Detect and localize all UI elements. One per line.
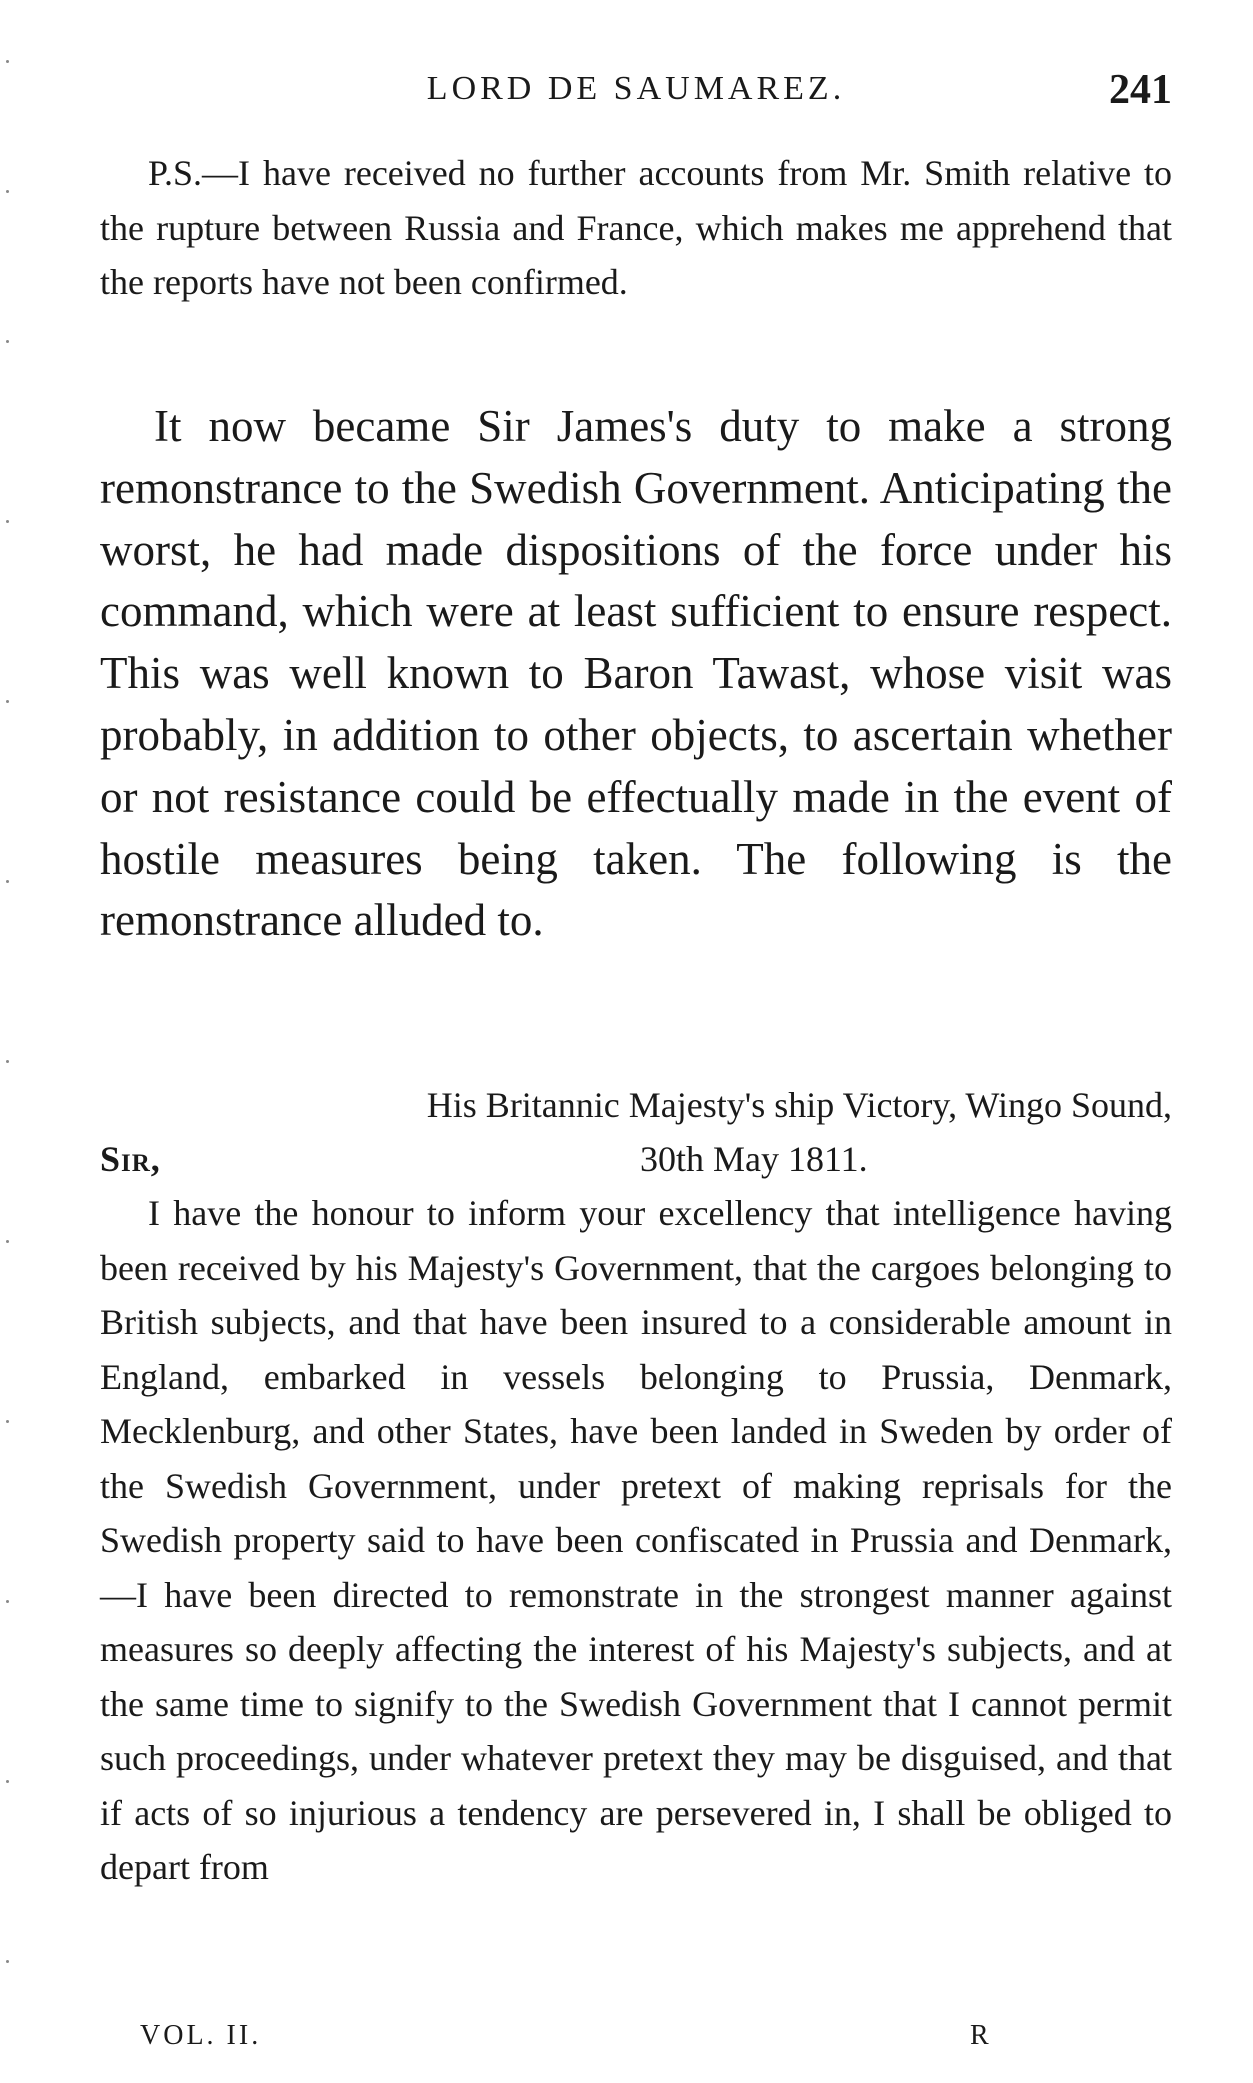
narrative-paragraph: It now became Sir James's duty to make a strong remonstrance to the Swedish Government. Anticipating the worst, he had made dispositions of the force under his command, which were at least sufficient to ensure respect. This was well known to Baron Tawast, whose visit was probably, in addition to other objects, to ascertain whether or not resistance could be effectually made in the event of hostile measures being taken. The following is the remonstrance alluded to. <box>100 401 1172 946</box>
page-number: 241 <box>1109 67 1172 113</box>
letter-dateline-place: His Britannic Majesty's ship Victory, Wingo Sound, <box>426 1085 1172 1125</box>
letter-heading <box>100 1078 1172 1188</box>
letter-dateline-date: 30th May 1811. <box>640 1139 868 1179</box>
postscript-text: P.S.—I have received no further accounts from Mr. Smith relative to the rupture between Russia and France, which makes me apprehend that the reports have not been confirmed. <box>100 153 1172 302</box>
running-title: LORD DE SAUMAREZ. <box>426 70 846 107</box>
running-head <box>100 66 1172 116</box>
margin-speckles <box>0 0 20 2083</box>
letter-body <box>100 1186 1172 1895</box>
postscript-paragraph <box>100 146 1172 310</box>
page-footer <box>100 2020 1172 2060</box>
sheet-signature-mark: R <box>970 2020 992 2051</box>
volume-signature: VOL. II. <box>140 2020 262 2051</box>
letter-body-text: I have the honour to inform your excellency that intelligence having been received by his Majesty's Government, that the cargoes belonging to British subjects, and that have been insured to a considerable amount in England, embarked in vessels belonging to Prussia, Denmark, Mecklenburg, and other States, have been landed in Sweden by order of the Swedish Government, under pretext of making reprisals for the Swedish property said to have been confiscated in Prussia and Denmark,—I have been directed to remonstrate in the strongest manner against measures so deeply affecting the interest of his Majesty's subjects, and at the same time to signify to the Swedish Government that I cannot permit such proceedings, under whatever pretext they may be disguised, and that if acts of so injurious a tendency are persevered in, I shall be obliged to depart from <box>100 1193 1172 1887</box>
letter-salutation: Sir, <box>100 1139 161 1179</box>
